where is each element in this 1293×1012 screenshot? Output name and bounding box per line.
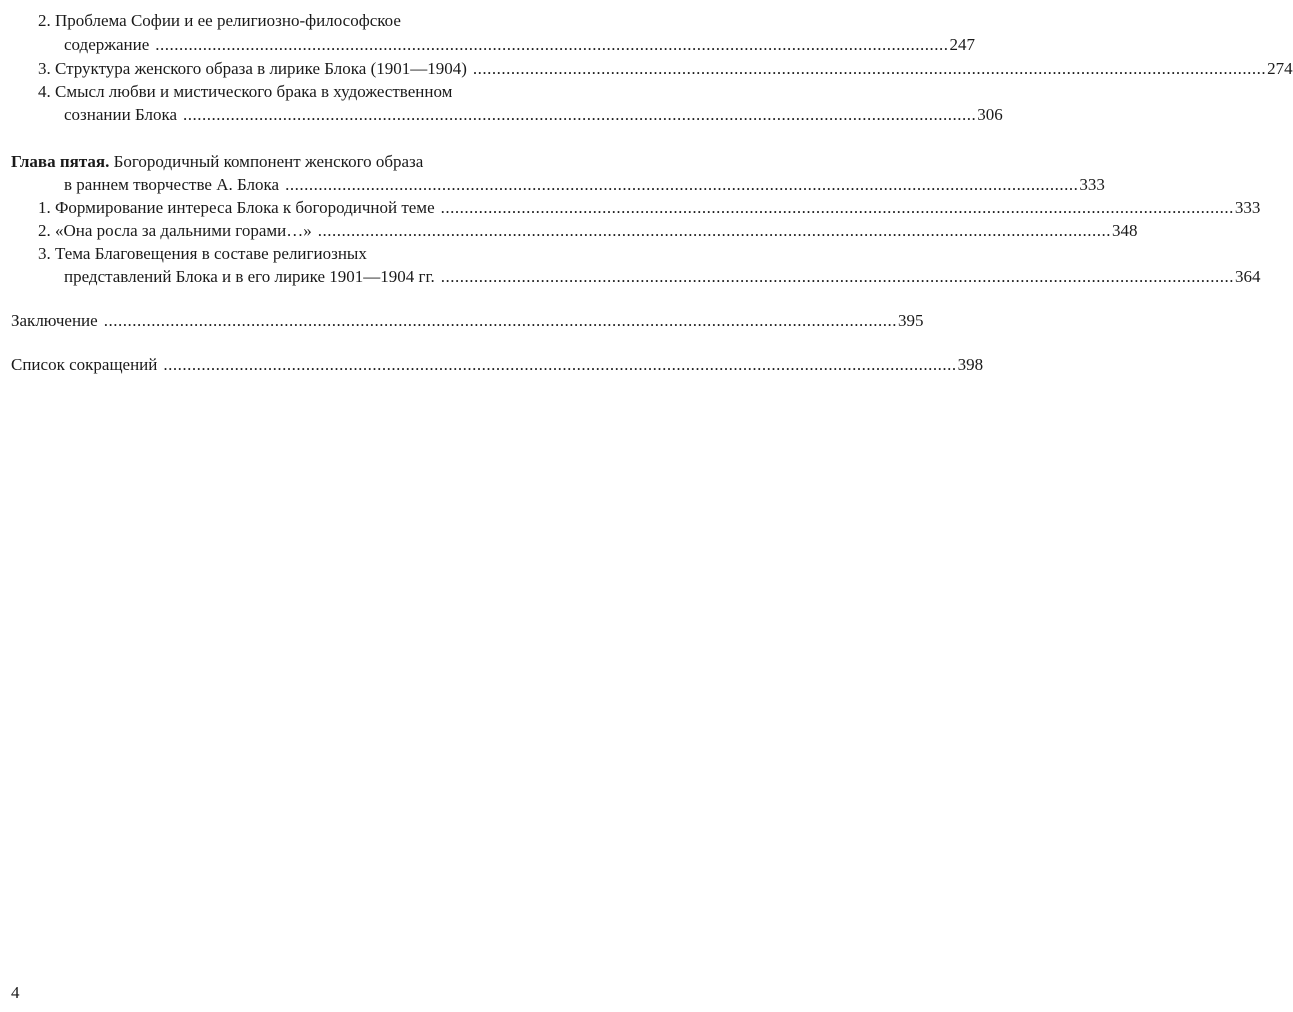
toc-page-number: 333	[1079, 175, 1105, 194]
toc-item-text: 4. Смысл любви и мистического брака в художественном	[38, 82, 453, 101]
toc-item-text: 2. Проблема Софии и ее религиозно-философское	[38, 11, 401, 30]
toc-page-number: 306	[977, 105, 1003, 124]
toc-page-number: 364	[1235, 267, 1261, 286]
toc-item-sofia-title	[38, 10, 401, 32]
toc-item-annunciation-entry	[64, 266, 1261, 288]
leader-dots: .......................................................................................................................................................................	[440, 198, 1234, 217]
toc-page-number: 247	[949, 35, 976, 54]
toc-chapter5-title	[11, 151, 423, 173]
leader-dots: .......................................................................................................................................................................	[317, 221, 1112, 240]
leader-dots: .......................................................................................................................................................................	[103, 311, 897, 330]
toc-item-text: 2. «Она росла за дальними горами…»	[38, 221, 312, 240]
leader-dots: .......................................................................................................................................................................	[183, 105, 977, 124]
toc-item-text: сознании Блока	[64, 105, 178, 124]
toc-abbreviations-entry	[11, 354, 984, 376]
toc-item-structure-entry	[38, 58, 1293, 80]
toc-item-sofia-entry	[64, 34, 976, 56]
leader-dots: .......................................................................................................................................................................	[285, 175, 1079, 194]
toc-page-number: 395	[897, 311, 924, 330]
toc-chapter5-entry	[64, 174, 1105, 196]
toc-item-annunciation-title	[38, 243, 367, 265]
leader-dots: .......................................................................................................................................................................	[155, 35, 949, 54]
chapter-label: Глава пятая.	[11, 152, 110, 171]
toc-item-text: 3. Тема Благовещения в составе религиозных	[38, 244, 367, 263]
toc-item-text: представлений Блока и в его лирике 1901—1904 гг.	[64, 267, 435, 286]
toc-item-love-title	[38, 81, 452, 103]
toc-item-text: 3. Структура женского образа в лирике Блока (1901—1904)	[38, 59, 467, 78]
toc-item-text: Богородичный компонент женского образа	[113, 152, 424, 171]
toc-page-number: 348	[1112, 221, 1138, 240]
toc-conclusion-entry	[11, 310, 924, 332]
toc-page-number: 333	[1234, 198, 1261, 217]
page-number: 4	[11, 983, 20, 1002]
toc-page-number: 398	[957, 355, 984, 374]
toc-page-number: 274	[1267, 59, 1293, 78]
toc-item-text: содержание	[64, 35, 150, 54]
toc-item-love-entry	[64, 104, 1003, 126]
toc-item-grew-entry	[38, 220, 1138, 242]
leader-dots: .......................................................................................................................................................................	[472, 59, 1267, 78]
toc-item-interest-entry	[38, 197, 1261, 219]
leader-dots: .......................................................................................................................................................................	[440, 267, 1235, 286]
toc-item-text: в раннем творчестве А. Блока	[64, 175, 280, 194]
toc-item-text: 1. Формирование интереса Блока к богородичной теме	[38, 198, 435, 217]
toc-item-text: Заключение	[11, 311, 98, 330]
leader-dots: .......................................................................................................................................................................	[163, 355, 957, 374]
toc-item-text: Список сокращений	[11, 355, 158, 374]
